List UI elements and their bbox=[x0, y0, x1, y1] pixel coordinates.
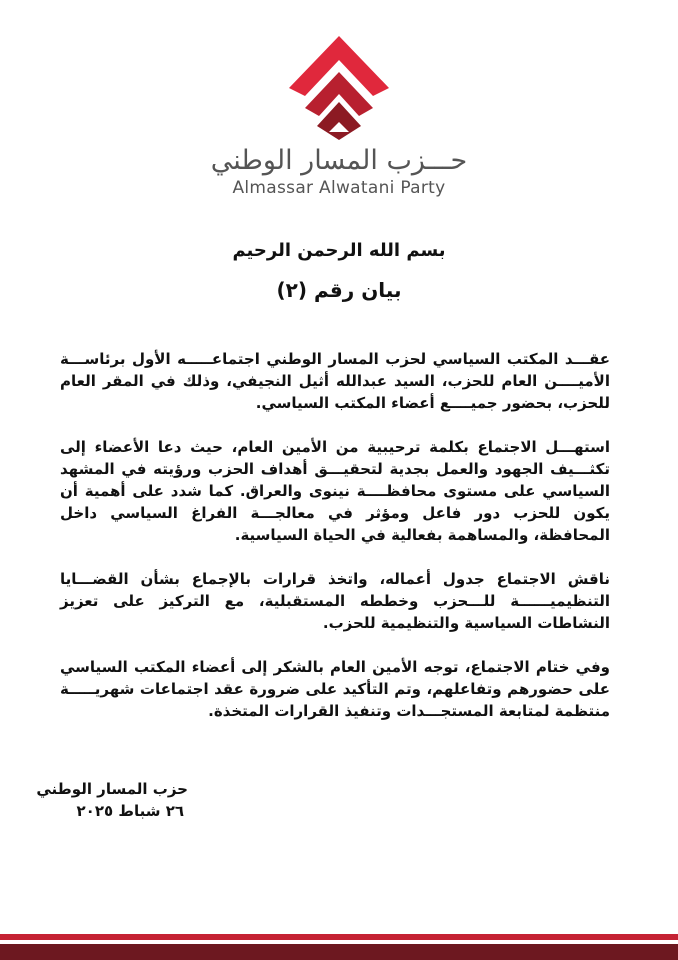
footer-stripe-dark bbox=[0, 944, 678, 960]
chevron-arrows-logo-icon bbox=[289, 36, 389, 140]
signature-party: حزب المسار الوطني bbox=[36, 780, 188, 798]
body-paragraph: استهـــل الاجتماع بكلمة ترحيبية من الأمين العام، حيث دعا الأعضاء إلى تكثـــيف الجهود والعمل بجدية لتحقيـــق أهداف الحزب ورؤيته في المشهد السياسي على مستوى محافظــــة نينوى والعراق. كما شدد على أهمية أن يكون للحزب دور فاعل ومؤثر في معالجـــة الفراغ السياسي داخل المحافظة، والمساهمة بفعالية في الحياة السياسية. bbox=[60, 438, 610, 544]
body-paragraph: عقـــد المكتب السياسي لحزب المسار الوطني اجتماعـــــه الأول برئاســـة الأميــــن العام للحزب، السيد عبدالله أثيل النجيفي، وذلك في المقر العام للحزب، بحضور جميــــع أعضاء المكتب السياسي. bbox=[60, 350, 610, 412]
letterhead bbox=[0, 30, 678, 210]
signature-block bbox=[36, 778, 188, 822]
party-name-english: Almassar Alwatani Party bbox=[232, 178, 446, 198]
body-paragraph: وفي ختام الاجتماع، توجه الأمين العام بالشكر إلى أعضاء المكتب السياسي على حضورهم وتفاعلهم، وتم التأكيد على ضرورة عقد اجتماعات شهريـــــة منتظمة لمتابعة المستجـــدات وتنفيذ القرارات المتخذة. bbox=[60, 658, 610, 720]
body-paragraph: ناقش الاجتماع جدول أعماله، واتخذ قرارات بالإجماع بشأن القضـــايا التنظيميــــــة للـــحزب وخططه المستقبلية، مع التركيز على تعزيز النشاطات السياسية والتنظيمية للحزب. bbox=[60, 570, 610, 632]
party-name-arabic: حـــزب المسار الوطني bbox=[210, 145, 468, 176]
footer-bar bbox=[0, 934, 678, 960]
basmala-heading: بسم الله الرحمن الرحيم bbox=[232, 240, 446, 261]
signature-date: ٢٦ شباط ٢٠٢٥ bbox=[76, 802, 184, 820]
statement-body bbox=[60, 348, 610, 744]
statement-title: بيان رقم (٢) bbox=[276, 278, 402, 302]
footer-stripe-red bbox=[0, 934, 678, 940]
